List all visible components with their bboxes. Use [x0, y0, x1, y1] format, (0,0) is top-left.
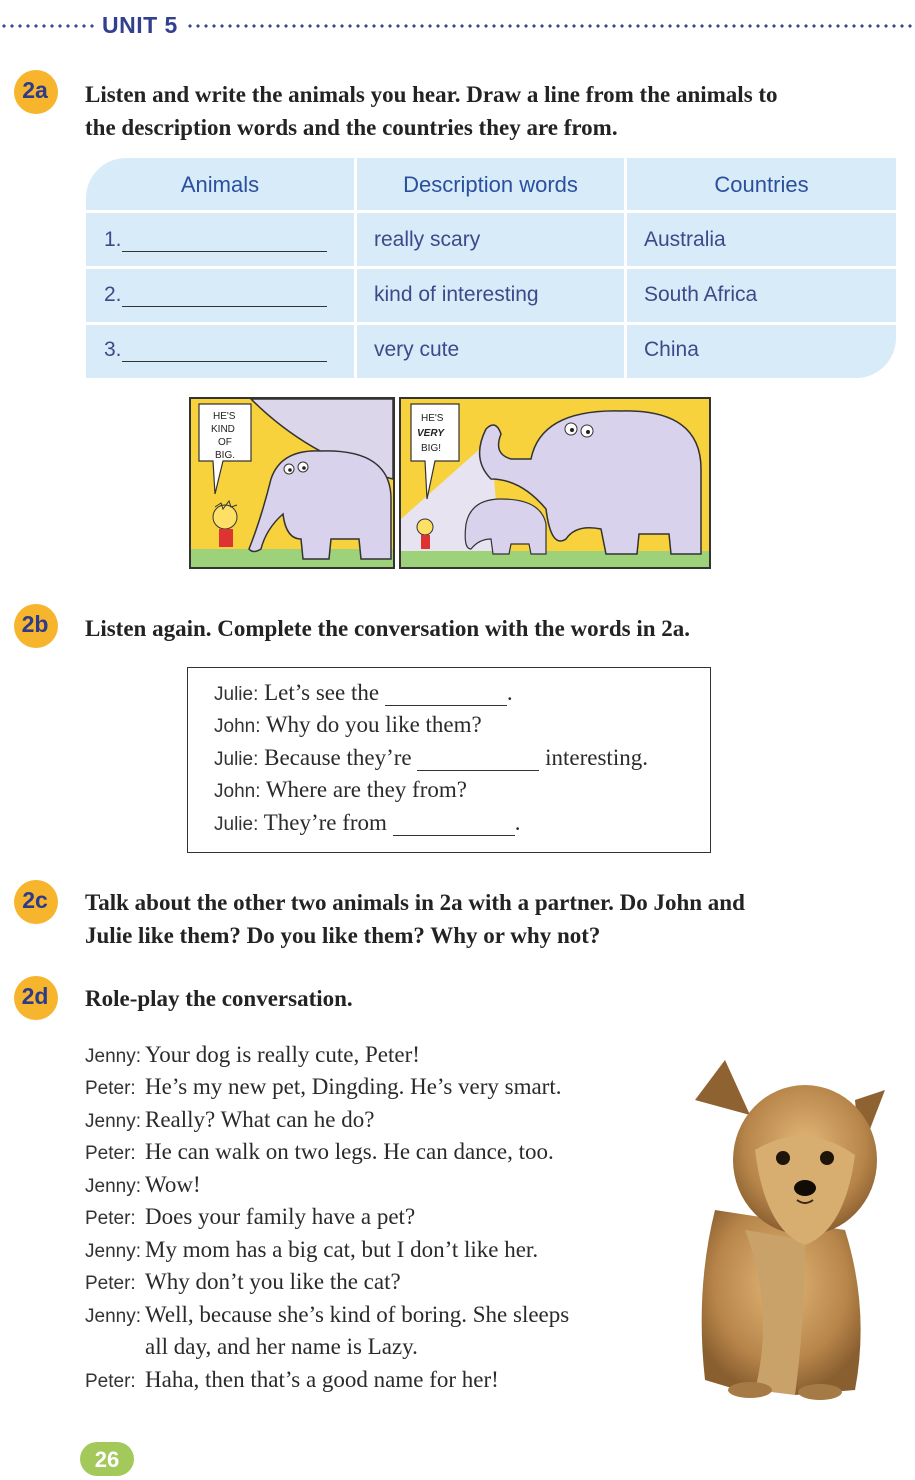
conv-2d-line-2: Peter: He’s my new pet, Dingding. He’s very smart. [85, 1074, 562, 1099]
table-row-3-country: China [644, 338, 699, 361]
bubble-1-line-4: BIG. [215, 450, 236, 461]
conv-2d-line-10: all day, and her name is Lazy. [145, 1334, 418, 1359]
conv-2b-line-2: John: Why do you like them? [214, 712, 482, 737]
bubble-2-line-2: VERY [417, 428, 445, 439]
table-row-1-description: really scary [374, 228, 481, 251]
header-description: Description words [403, 172, 578, 197]
bubble-2-line-1: HE'S [421, 413, 444, 424]
header-dots-left [0, 24, 96, 28]
table-row-3-description: very cute [374, 338, 460, 361]
conv-2b-line-1: Julie: Let’s see the . [214, 680, 513, 705]
conv-2d-line-5: Jenny: Wow! [85, 1172, 201, 1197]
comic-elephant-image-2 [401, 399, 709, 567]
conv-2b-line-4: John: Where are they from? [214, 777, 467, 802]
conv-2d-line-4: Peter: He can walk on two legs. He can dance, too. [85, 1139, 554, 1164]
conv-2d-line-1: Jenny: Your dog is really cute, Peter! [85, 1042, 420, 1067]
table-row-2-animal[interactable]: 2. [104, 283, 327, 307]
badge-2a: 2a [10, 70, 58, 118]
blank-2b-3[interactable] [393, 813, 515, 836]
conv-2d-line-9: Jenny: Well, because she’s kind of boring. She sleeps [85, 1302, 570, 1327]
badge-2c: 2c [10, 880, 58, 928]
unit-title: UNIT 5 [102, 12, 178, 38]
conv-2d-line-8: Peter: Why don’t you like the cat? [85, 1269, 401, 1294]
conv-2b-line-3: Julie: Because they’re interesting. [214, 745, 648, 770]
table-row-2-country: South Africa [644, 283, 758, 306]
dog-photo [655, 1060, 895, 1400]
instruction-2c: Talk about the other two animals in 2a with a partner. Do John and Julie like them? Do you like them? Why or why not? [85, 890, 745, 948]
bubble-1-line-2: KIND [211, 424, 235, 435]
conv-2b-line-5: Julie: They’re from . [214, 810, 521, 835]
animals-table [86, 158, 896, 378]
bubble-1-line-3: OF [218, 437, 232, 448]
blank-2b-2[interactable] [417, 748, 539, 771]
page-number: 26 [80, 1442, 134, 1476]
conversation-box-2b [187, 667, 711, 853]
conv-2d-line-7: Jenny: My mom has a big cat, but I don’t like her. [85, 1237, 539, 1262]
instruction-2d: Role-play the conversation. [85, 986, 353, 1011]
conv-2d-line-11: Peter: Haha, then that’s a good name for her! [85, 1367, 499, 1392]
table-row-2-description: kind of interesting [374, 283, 539, 306]
comic-panel-2 [399, 397, 711, 569]
bubble-1-line-1: HE'S [213, 411, 236, 422]
table-row-1-animal[interactable]: 1. [104, 228, 327, 252]
table-row-1-country: Australia [644, 228, 726, 251]
conv-2d-line-6: Peter: Does your family have a pet? [85, 1204, 416, 1229]
table-row-3-animal[interactable]: 3. [104, 338, 327, 362]
conv-2d-line-3: Jenny: Really? What can he do? [85, 1107, 375, 1132]
comic-elephant-image-1 [191, 399, 393, 567]
instruction-2a: Listen and write the animals you hear. Draw a line from the animals to the description words and the countries they are from. [85, 82, 778, 140]
comic-panel-1 [189, 397, 395, 569]
header-countries: Countries [714, 172, 809, 197]
badge-2d: 2d [10, 976, 58, 1024]
instruction-2b: Listen again. Complete the conversation with the words in 2a. [85, 616, 691, 641]
header-dots-right [186, 24, 915, 28]
header-animals: Animals [180, 172, 260, 197]
blank-2b-1[interactable] [385, 683, 507, 706]
bubble-2-line-3: BIG! [421, 443, 442, 454]
badge-2b: 2b [10, 604, 58, 652]
